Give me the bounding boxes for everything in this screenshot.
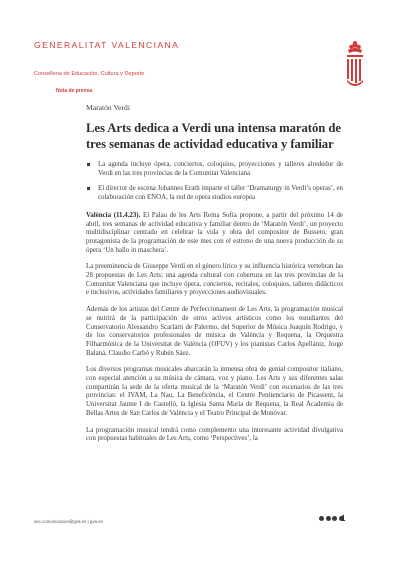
generalitat-logo-icon: [343, 40, 367, 86]
footer-contact[interactable]: sec.comunicacion@gva.es | gva.es: [34, 519, 103, 524]
org-name: GENERALITAT VALENCIANA: [34, 40, 180, 50]
dateline: València (11.4.23).: [86, 211, 141, 219]
article-title: Les Arts dedica a Verdi una intensa maratón de tres semanas de actividad educativa y familiar: [86, 121, 341, 151]
bullet-icon: [87, 163, 90, 166]
body-paragraph: Además de los artistas del Centre de Perfeccionament de Les Arts, la programación musical se nutrirá de la participación de otros activos artísticos como los estudiantes del Conservatorio Alessandro Scarlatti de Palermo, del Superior de Música Joaquín Rodrigo, y de los conservatorios profesionales de música de València y Requena, la Orquestra Filharmònica de la Universitat de València (OFUV) y los pianistas Carlos Apellániz, Jorge Balaná, Claudio Carbó y Rubén Sáez.: [86, 306, 343, 357]
bullet-icon: [87, 187, 90, 190]
page-number: 1: [341, 514, 346, 523]
note-type: Nota de prensa: [56, 88, 93, 94]
instagram-icon[interactable]: [326, 516, 331, 521]
social-links: [319, 516, 344, 521]
highlight-item: El director de escena Johannes Erath imparte el taller ‘Dramaturgy in Verdi’s operas’, en colaboración con ENOA, la red de opera studios europea: [86, 185, 343, 203]
body-paragraph: La programación musical tendrá como complemento una interesante actividad divulgativa con propuestas habituales de Les Arts, como ‘Perspectives’, la: [86, 426, 343, 443]
highlight-item: La agenda incluye ópera, conciertos, coloquios, proyecciones y talleres alrededor de Verdi en las tres provincias de la Comunitat Valenciana: [86, 161, 343, 179]
highlights-list: [86, 161, 343, 203]
article-kicker: Maratón Verdi: [86, 103, 130, 112]
lead-paragraph: València (11.4.23). El Palau de les Arts Reina Sofía propone, a partir del próximo 14 de abril, tres semanas de actividad educativa y familiar dentro de ‘Maratón Verdi’, un proyecto multidisciplinar centrado en celebrar la vida y obra del compositor de Busseto, gran protagonista de la programación de este mes con el estreno de una nueva producción de su ópera ‘Un ballo in maschera’.: [86, 211, 343, 254]
body-paragraph: Los diversos programas musicales abarcarán la inmensa obra de genial compositor italiano, con especial atención a su música de cámara, voz y piano. Les Arts y sus diferentes salas compartirán la sede de la oferta musical de la ‘Maratón Verdi’ con escenarios de las tres provincias: el IVAM, La Nau, La Beneficència, el Centre Penitenciario de Picassent, la Universitat Jaume I de Castelló, la Iglesia Santa María de Requena, la Real Academia de Bellas Artes de San Carlos de València y el Teatro Principal de Monóvar.: [86, 366, 343, 417]
twitter-icon[interactable]: [332, 516, 337, 521]
department-name: Conselleria de Educación, Cultura y Deporte: [34, 71, 145, 77]
article-body: [86, 103, 343, 452]
facebook-icon[interactable]: [319, 516, 324, 521]
body-paragraph: La preeminencia de Giuseppe Verdi en el género lírico y su influencia histórica vertebran las 28 propuestas de Les Arts; una agenda cultural con cobertura en las tres provincias de la Comunitat Valenciana que incluye ópera, conciertos, recitales, coloquios, talleres didácticos e inclusivos, actividades familiares y proyecciones audiovisuales.: [86, 263, 343, 297]
